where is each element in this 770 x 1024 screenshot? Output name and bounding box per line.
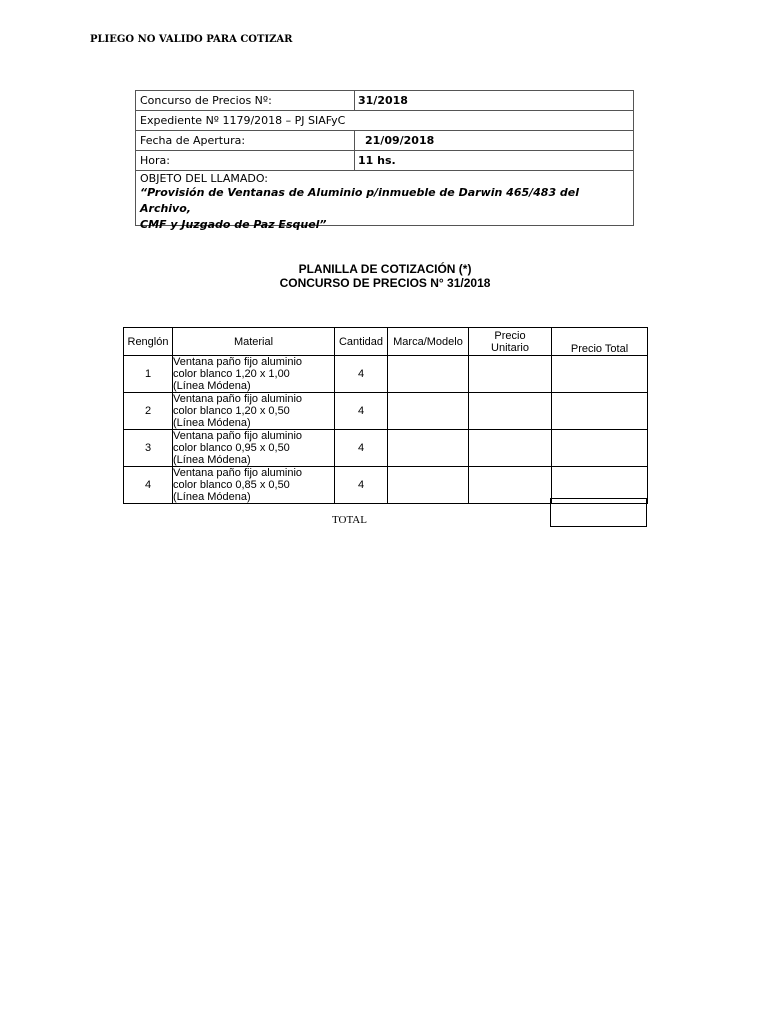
objeto-line-2: CMF y Juzgado de Paz Esquel” (140, 218, 327, 231)
total-label: TOTAL (332, 514, 367, 526)
table-header-row (124, 328, 648, 356)
header-precio-unitario (469, 328, 552, 356)
fecha-value: 21/09/2018 (365, 134, 435, 147)
total-input[interactable] (550, 498, 647, 527)
header-precio-total: Precio Total (552, 328, 648, 356)
material-line: Ventana paño fijo aluminio (173, 393, 303, 405)
row-precio-unitario-input[interactable] (469, 393, 552, 430)
fecha-label: Fecha de Apertura: (136, 131, 355, 150)
row-renglon: 4 (124, 467, 173, 504)
row-material (173, 430, 335, 467)
material-line: (Línea Módena) (173, 454, 251, 466)
table-row (124, 430, 648, 467)
row-precio-total-input[interactable] (552, 430, 648, 467)
hora-value: 11 hs. (358, 154, 396, 167)
document-header-note: PLIEGO NO VALIDO PARA COTIZAR (90, 34, 293, 45)
row-cantidad: 4 (335, 393, 388, 430)
material-line: color blanco 0,85 x 0,50 (173, 479, 290, 491)
header-marca-modelo: Marca/Modelo (388, 328, 469, 356)
row-cantidad: 4 (335, 430, 388, 467)
material-line: color blanco 1,20 x 1,00 (173, 368, 290, 380)
material-line: color blanco 0,95 x 0,50 (173, 442, 290, 454)
title-line-2: CONCURSO DE PRECIOS N° 31/2018 (279, 276, 491, 290)
row-precio-unitario-input[interactable] (469, 430, 552, 467)
row-renglon: 2 (124, 393, 173, 430)
material-line: Ventana paño fijo aluminio (173, 356, 303, 368)
page-title (0, 262, 770, 290)
row-renglon: 3 (124, 430, 173, 467)
row-precio-unitario-input[interactable] (469, 356, 552, 393)
row-material (173, 393, 335, 430)
quotation-table (123, 327, 648, 504)
row-marca-input[interactable] (388, 430, 469, 467)
row-marca-input[interactable] (388, 356, 469, 393)
concurso-value: 31/2018 (358, 94, 408, 107)
row-renglon: 1 (124, 356, 173, 393)
row-precio-total-input[interactable] (552, 393, 648, 430)
row-marca-input[interactable] (388, 393, 469, 430)
expediente-text: Expediente Nº 1179/2018 – PJ SIAFyC (140, 114, 346, 127)
header-material: Material (173, 328, 335, 356)
hora-label: Hora: (136, 151, 355, 170)
header-pu-line-1: Precio (494, 329, 526, 342)
material-line: (Línea Módena) (173, 380, 251, 392)
row-precio-total-input[interactable] (552, 356, 648, 393)
title-line-1: PLANILLA DE COTIZACIÓN (*) (298, 262, 472, 276)
table-row (124, 393, 648, 430)
concurso-row (136, 91, 633, 111)
row-material (173, 467, 335, 504)
material-line: Ventana paño fijo aluminio (173, 430, 303, 442)
objeto-label: OBJETO DEL LLAMADO: (140, 172, 269, 185)
material-line: color blanco 1,20 x 0,50 (173, 405, 290, 417)
material-line: Ventana paño fijo aluminio (173, 467, 303, 479)
material-line: (Línea Módena) (173, 417, 251, 429)
row-cantidad: 4 (335, 467, 388, 504)
info-box (135, 90, 634, 231)
objeto-section (136, 171, 633, 231)
fecha-row (136, 131, 633, 151)
row-cantidad: 4 (335, 356, 388, 393)
header-renglon: Renglón (124, 328, 173, 356)
hora-row (136, 151, 633, 171)
row-precio-unitario-input[interactable] (469, 467, 552, 504)
header-cantidad: Cantidad (335, 328, 388, 356)
header-pu-line-2: Unitario (491, 341, 529, 354)
concurso-label: Concurso de Precios Nº: (136, 91, 355, 110)
expediente-row (136, 111, 633, 131)
row-material (173, 356, 335, 393)
material-line: (Línea Módena) (173, 491, 251, 503)
table-row (124, 356, 648, 393)
objeto-line-1: “Provisión de Ventanas de Aluminio p/inmueble de Darwin 465/483 del Archivo, (140, 186, 580, 215)
row-marca-input[interactable] (388, 467, 469, 504)
